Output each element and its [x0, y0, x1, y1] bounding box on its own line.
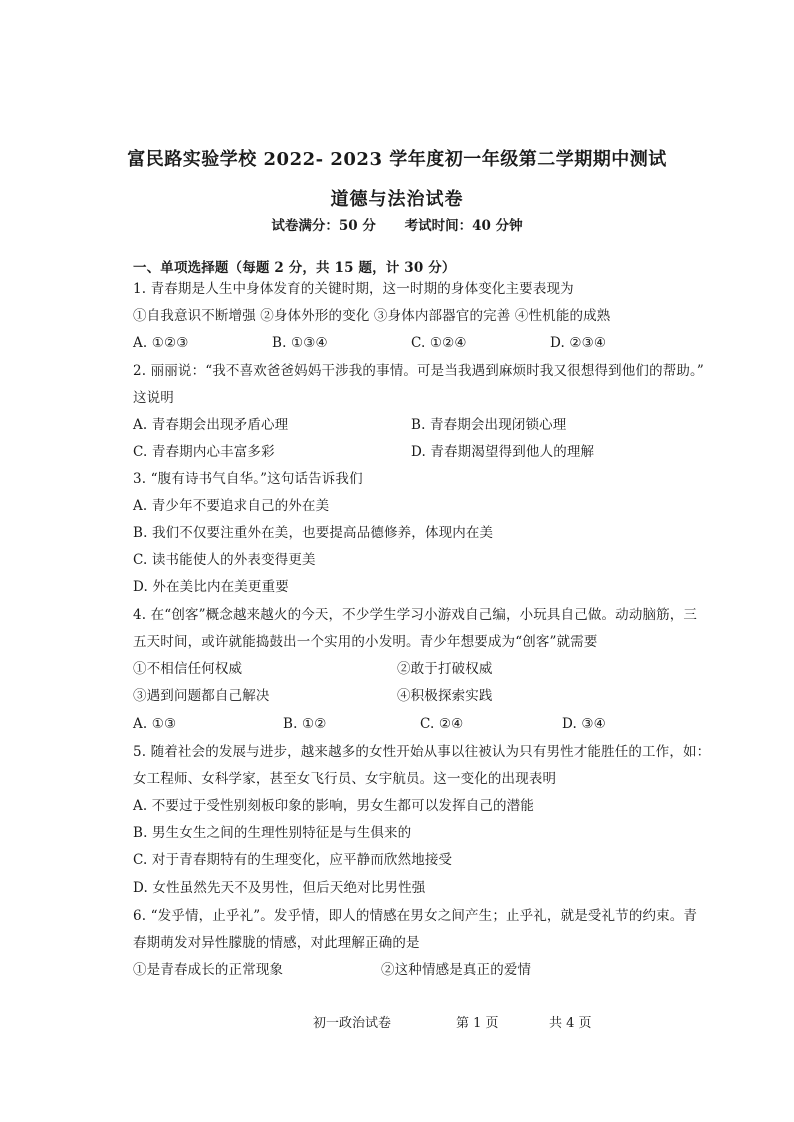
q2-option-d: D. 青春期渴望得到他人的理解 — [411, 444, 595, 460]
q3-option-b: B. 我们不仅要注重外在美，也要提高品德修养，体现内在美 — [133, 525, 494, 541]
footer-total-pages: 共 4 页 — [549, 1016, 592, 1031]
q5-option-d: D. 女性虽然先天不及男性，但后天绝对比男性强 — [133, 880, 426, 896]
q6-stem-line1: 6. “发乎情，止乎礼”。发乎情，即人的情感在男女之间产生；止乎礼，就是受礼节的约束。青 — [133, 908, 698, 924]
q4-stem-line2: 五天时间，或许就能捣鼓出一个实用的小发明。青少年想要成为“创客”就需要 — [133, 634, 598, 650]
q1-option-d: D. ②③④ — [550, 335, 607, 351]
q6-item-2: ②这种情感是真正的爱情 — [381, 962, 532, 978]
q1-option-a: A. ①②③ — [133, 335, 189, 351]
q2-stem-line1: 2. 丽丽说：“我不喜欢爸爸妈妈干涉我的事情。可是当我遇到麻烦时我又很想得到他们的帮助。” — [133, 363, 704, 379]
q4-item-1: ①不相信任何权威 — [133, 661, 243, 677]
q2-option-c: C. 青春期内心丰富多彩 — [133, 444, 275, 460]
q4-item-4: ④积极探索实践 — [397, 688, 493, 704]
q3-stem: 3. “腹有诗书气自华。”这句话告诉我们 — [133, 471, 363, 487]
q4-item-2: ②敢于打破权威 — [397, 661, 493, 677]
q3-option-c: C. 读书能使人的外表变得更美 — [133, 552, 316, 568]
q4-option-d: D. ③④ — [562, 716, 606, 732]
q1-stem: 1. 青春期是人生中身体发育的关键时期，这一时期的身体变化主要表现为 — [133, 281, 574, 297]
exam-meta — [0, 214, 794, 234]
q5-option-c: C. 对于青春期特有的生理变化，应平静而欣然地接受 — [133, 852, 453, 868]
q6-item-1: ①是青春成长的正常现象 — [133, 962, 284, 978]
q3-option-d: D. 外在美比内在美更重要 — [133, 579, 289, 595]
section-heading: 一、单项选择题（每题 2 分，共 15 题，计 30 分） — [133, 260, 456, 276]
footer-page-number: 第 1 页 — [456, 1016, 499, 1031]
q2-stem-line2: 这说明 — [133, 390, 174, 406]
q5-option-a: A. 不要过于受性别刻板印象的影响，男女生都可以发挥自己的潜能 — [133, 798, 534, 814]
q1-option-b: B. ①③④ — [272, 335, 328, 351]
q4-option-a: A. ①③ — [133, 716, 177, 732]
q1-option-c: C. ①②④ — [411, 335, 467, 351]
page-title: 富民路实验学校 2022- 2023 学年度初一年级第二学期期中测试 — [127, 149, 667, 170]
q3-option-a: A. 青少年不要追求自己的外在美 — [133, 498, 330, 514]
q1-items: ①自我意识不断增强 ②身体外形的变化 ③身体内部器官的完善 ④性机能的成熟 — [133, 308, 611, 324]
exam-time: 考试时间：40 分钟 — [404, 218, 523, 234]
q4-stem-line1: 4. 在“创客”概念越来越火的今天，不少学生学习小游戏自己编，小玩具自己做。动动脑筋，三 — [133, 607, 698, 623]
q6-stem-line2: 春期萌发对异性朦胧的情感，对此理解正确的是 — [133, 935, 420, 951]
q2-option-a: A. 青春期会出现矛盾心理 — [133, 417, 289, 433]
footer-subject: 初一政治试卷 — [313, 1016, 392, 1031]
q4-item-3: ③遇到问题都自己解决 — [133, 688, 270, 704]
q4-option-c: C. ②④ — [420, 716, 464, 732]
q5-stem-line2: 女工程师、女科学家，甚至女飞行员、女宇航员。这一变化的出现表明 — [133, 771, 557, 787]
full-score: 试卷满分：50 分 — [271, 218, 376, 234]
q5-stem-line1: 5. 随着社会的发展与进步，越来越多的女性开始从事以往被认为只有男性才能胜任的工作，如： — [133, 744, 711, 760]
q4-option-b: B. ①② — [283, 716, 327, 732]
exam-subtitle: 道德与法治试卷 — [330, 189, 464, 210]
q2-option-b: B. 青春期会出现闭锁心理 — [411, 417, 567, 433]
q5-option-b: B. 男生女生之间的生理性别特征是与生俱来的 — [133, 825, 412, 841]
